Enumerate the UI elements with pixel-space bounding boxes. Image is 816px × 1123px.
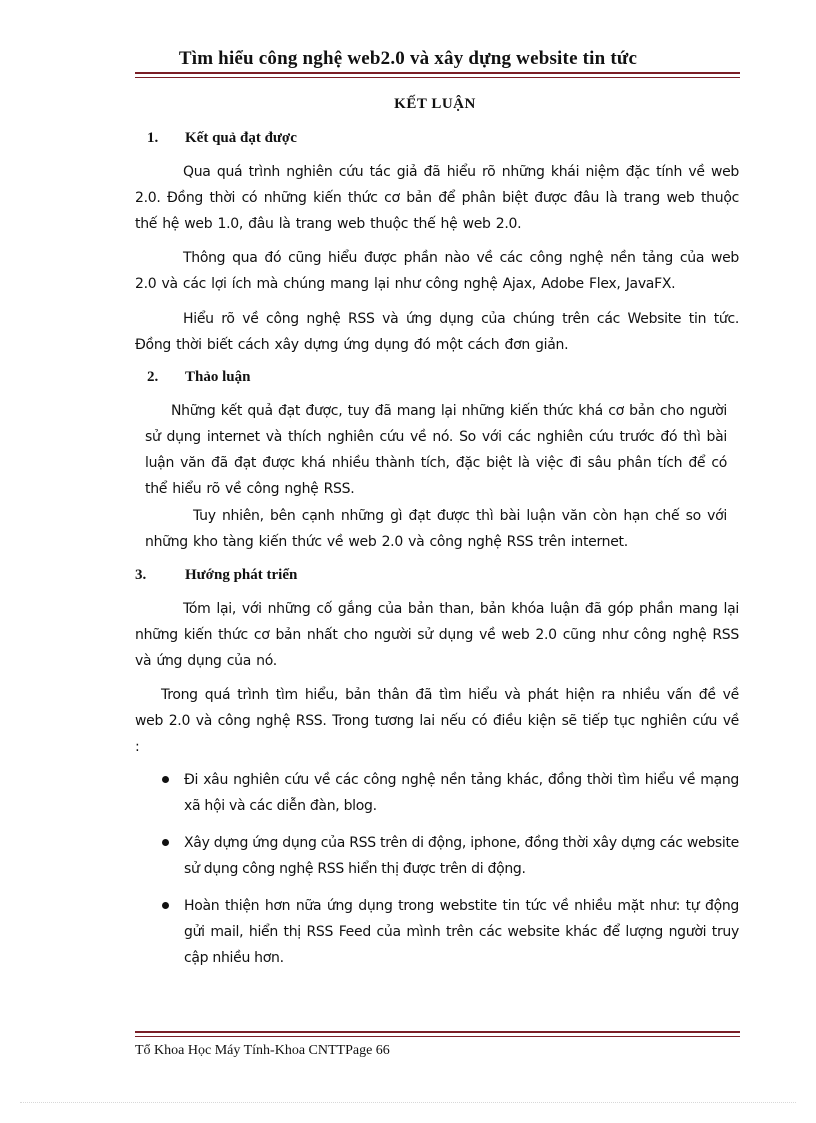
paragraph: Tuy nhiên, bên cạnh những gì đạt được thì bài luận văn còn hạn chế so với những kho tàng kiến thức về web 2.0 và công nghệ RSS trên internet. [145,508,727,550]
footer-rule [135,1031,740,1037]
chapter-title: KẾT LUẬN [394,96,476,112]
bullet-icon [162,776,169,783]
section-title: Kết quả đạt được [185,130,297,146]
bullet-icon [162,839,169,846]
list-item-text: Xây dựng ứng dụng của RSS trên di động, iphone, đồng thời xây dựng các website sử dụng công nghệ RSS hiển thị được trên di động. [184,835,739,877]
section-title: Thảo luận [185,369,251,385]
paragraph: Tóm lại, với những cố gắng của bản than, bản khóa luận đã góp phần mang lại những kiến thức cơ bản nhất cho người sử dụng về web 2.0 cũng như công nghệ RSS và ứng dụng của nó. [135,601,739,669]
paragraph: Trong quá trình tìm hiểu, bản thân đã tìm hiểu và phát hiện ra nhiều vấn đề về web 2.0 và công nghệ RSS. Trong tương lai nếu có điều kiện sẽ tiếp tục nghiên cứu về : [135,687,739,755]
page-footer: Tổ Khoa Học Máy Tính-Khoa CNTTPage 66 [135,1043,390,1058]
paragraph: Thông qua đó cũng hiểu được phần nào về các công nghệ nền tảng của web 2.0 và các lợi ích mà chúng mang lại như công nghệ Ajax, Adobe Flex, JavaFX. [135,250,739,292]
header-rule [135,72,740,78]
section-number: 3. [135,567,147,583]
page-header-title: Tìm hiểu công nghệ web2.0 và xây dựng website tin tức [178,48,638,69]
paragraph: Qua quá trình nghiên cứu tác giả đã hiểu rõ những khái niệm đặc tính về web 2.0. Đồng thời có những kiến thức cơ bản để phân biệt được đâu là trang web thuộc thế hệ web 1.0, đâu là trang web thuộc thế hệ web 2.0. [135,164,739,232]
paragraph: Hiểu rõ về công nghệ RSS và ứng dụng của chúng trên các Website tin tức. Đồng thời biết cách xây dựng ứng dụng đó một cách đơn giản. [135,311,739,353]
section-number: 1. [147,130,159,146]
list-item-text: Đi xâu nghiên cứu về các công nghệ nền tảng khác, đồng thời tìm hiểu về mạng xã hội và các diễn đàn, blog. [184,772,739,814]
page-bottom-divider [20,1102,796,1103]
paragraph: Những kết quả đạt được, tuy đã mang lại những kiến thức khá cơ bản cho người sử dụng internet và thích nghiên cứu về nó. So với các nghiên cứu trước đó thì bài luận văn đã đạt được khá nhiều thành tích, đặc biệt là việc đi sâu phân tích để có thể hiểu rõ về công nghệ RSS. [145,403,727,497]
bullet-icon [162,902,169,909]
section-title: Hướng phát triển [185,567,298,583]
list-item-text: Hoàn thiện hơn nữa ứng dụng trong webstite tin tức về nhiều mặt như: tự động gửi mail, hiển thị RSS Feed của mình trên các website khác để lượng người truy cập nhiều hơn. [184,898,739,966]
section-number: 2. [147,369,159,385]
